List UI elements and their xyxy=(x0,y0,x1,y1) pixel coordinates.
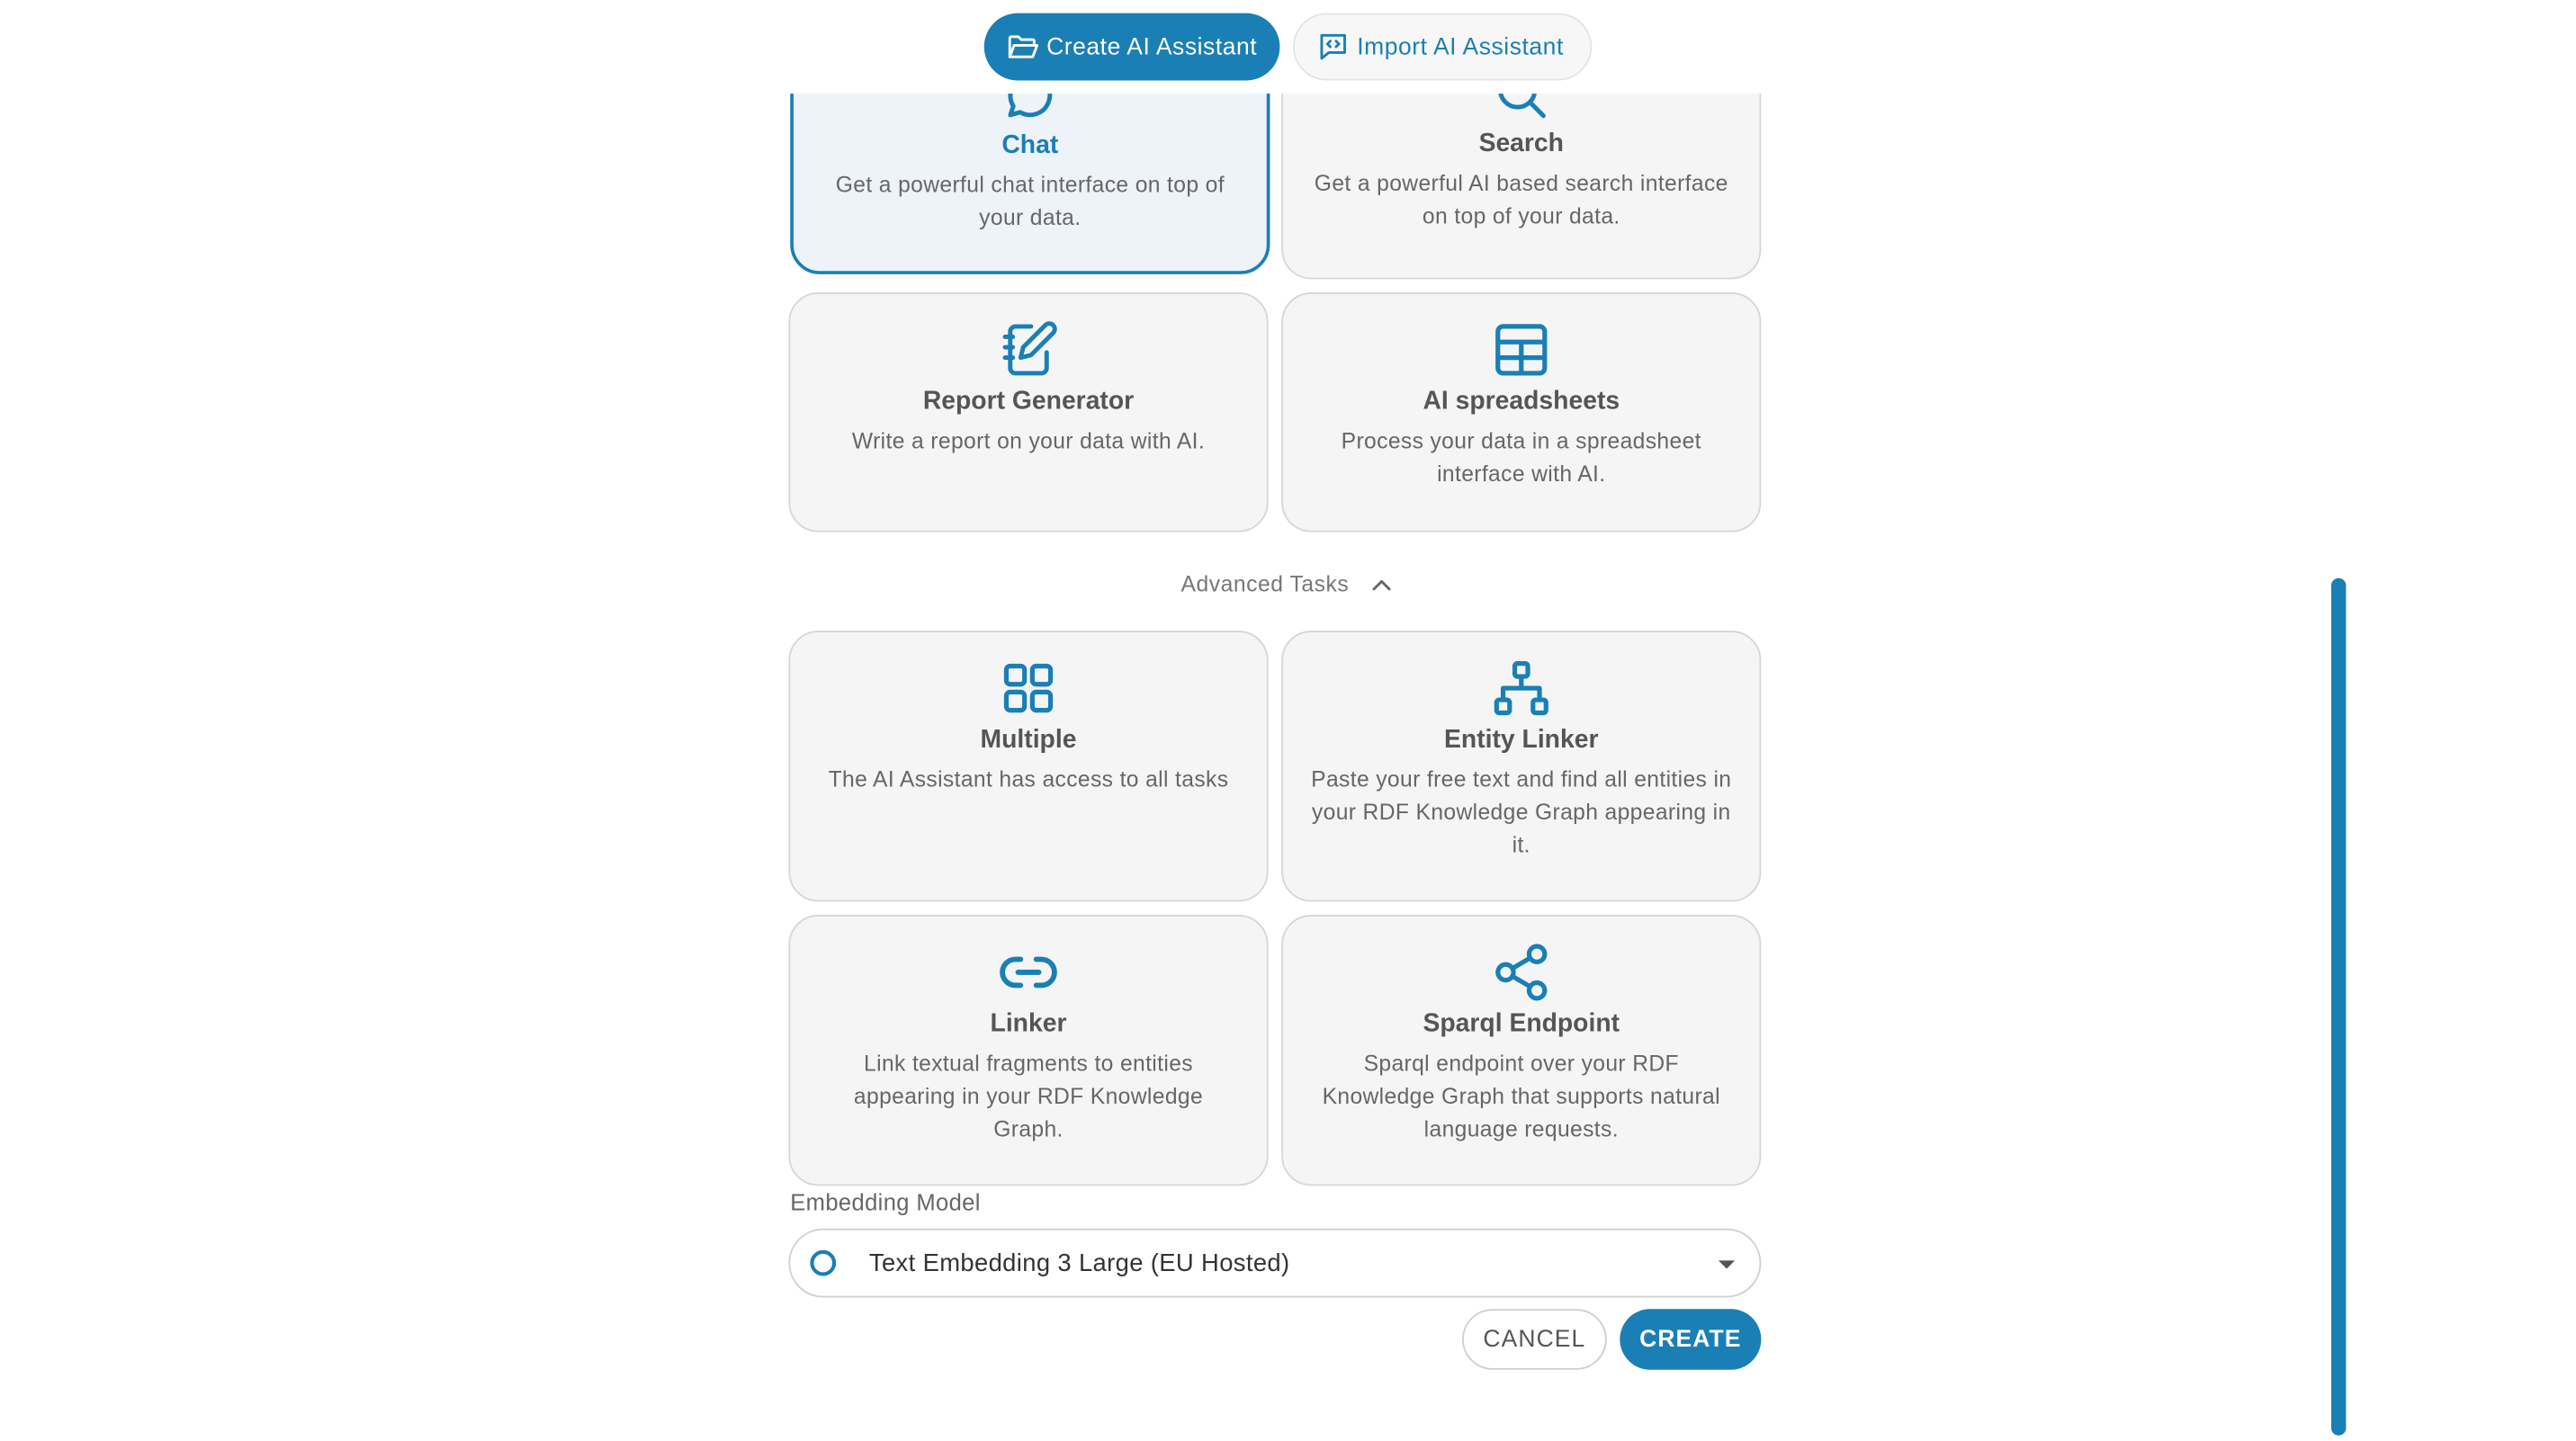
task-card-ai-spreadsheets[interactable] xyxy=(1281,292,1761,533)
task-description: Sparql endpoint over your RDF Knowledge Graph that supports natural language requests. xyxy=(1322,1051,1721,1142)
task-description: Write a report on your data with AI. xyxy=(851,428,1206,453)
table-icon xyxy=(1490,318,1552,380)
share-icon xyxy=(1490,941,1552,1003)
task-card-sparql-endpoint[interactable] xyxy=(1281,915,1761,1186)
task-description: Process your data in a spreadsheet interface with AI. xyxy=(1341,428,1701,487)
folder-open-icon xyxy=(1005,30,1039,64)
advanced-tasks-label: Advanced Tasks xyxy=(1180,571,1350,596)
task-description: Paste your free text and find all entities in your RDF Knowledge Graph appearing in it. xyxy=(1311,766,1732,858)
caret-down-icon xyxy=(1717,1258,1737,1272)
tab-label: Import AI Assistant xyxy=(1357,33,1564,60)
assistant-mode-tabs xyxy=(0,13,2576,81)
task-title: Multiple xyxy=(980,726,1077,755)
task-description: The AI Assistant has access to all tasks xyxy=(828,766,1229,792)
hierarchy-icon xyxy=(1490,657,1552,719)
task-title: Sparql Endpoint xyxy=(1423,1009,1620,1038)
embedding-model-select[interactable] xyxy=(788,1229,1761,1298)
task-title: Report Generator xyxy=(922,387,1135,416)
task-title: Search xyxy=(1478,130,1564,158)
create-button[interactable]: CREATE xyxy=(1620,1309,1761,1370)
grid-icon xyxy=(997,657,1059,719)
tab-label: Create AI Assistant xyxy=(1046,33,1258,60)
task-card-multiple[interactable] xyxy=(788,631,1268,901)
embedding-model-value: Text Embedding 3 Large (EU Hosted) xyxy=(868,1249,1290,1277)
task-card-linker[interactable] xyxy=(788,915,1268,1186)
model-status-icon xyxy=(808,1249,838,1278)
task-card-report-generator[interactable] xyxy=(788,292,1268,533)
chevron-up-icon xyxy=(1369,572,1395,598)
task-title: Chat xyxy=(1001,131,1059,160)
task-description: Link textual fragments to entities appearing in your RDF Knowledge Graph. xyxy=(853,1051,1204,1142)
notebook-pencil-icon xyxy=(997,318,1059,380)
task-description: Get a powerful chat interface on top of your data. xyxy=(835,172,1225,230)
task-card-entity-linker[interactable] xyxy=(1281,631,1761,901)
task-description: Get a powerful AI based search interface on top of your data. xyxy=(1314,170,1728,228)
embedding-model-label: Embedding Model xyxy=(790,1188,981,1216)
code-chat-icon xyxy=(1316,30,1351,64)
link-icon xyxy=(997,941,1059,1003)
task-title: AI spreadsheets xyxy=(1423,387,1620,416)
advanced-tasks-toggle[interactable] xyxy=(0,571,2576,598)
cancel-button[interactable]: CANCEL xyxy=(1462,1309,1607,1370)
tab-import-ai-assistant[interactable] xyxy=(1293,13,1592,81)
tab-create-ai-assistant[interactable] xyxy=(984,13,1280,81)
scrollbar-thumb[interactable] xyxy=(2331,578,2346,1436)
task-title: Entity Linker xyxy=(1444,726,1599,755)
task-title: Linker xyxy=(990,1009,1067,1038)
